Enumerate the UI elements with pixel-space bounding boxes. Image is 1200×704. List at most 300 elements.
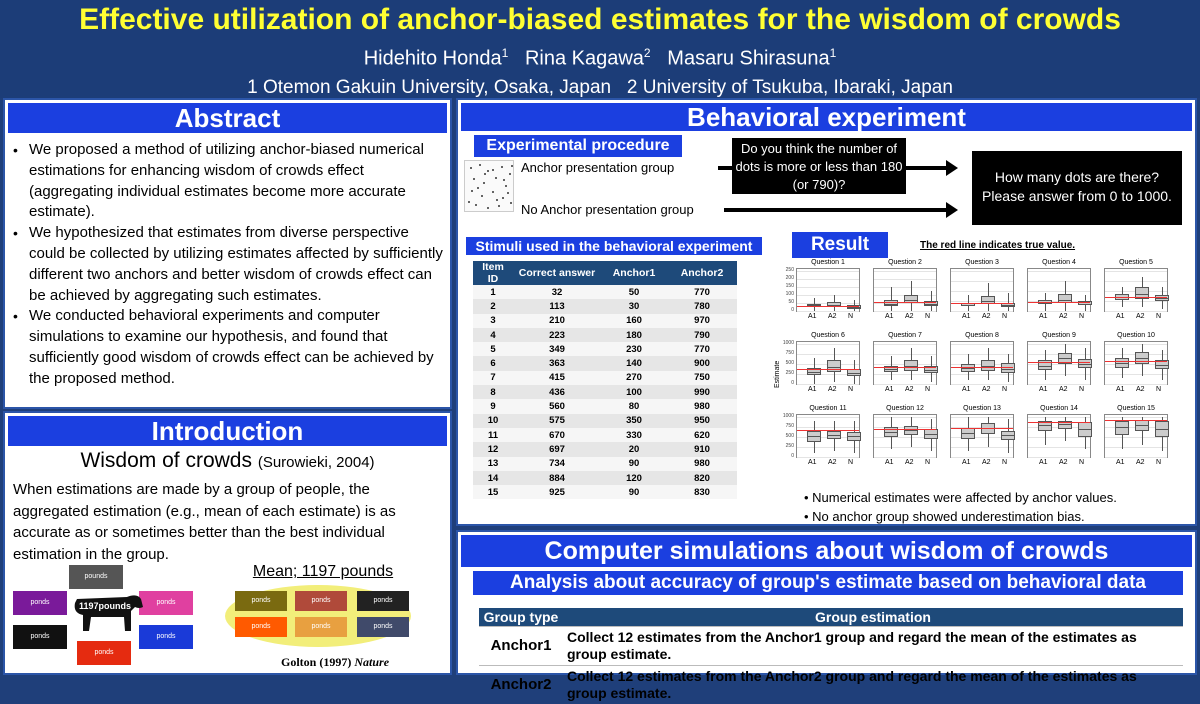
median-line xyxy=(1038,425,1052,426)
table-cell: 8 xyxy=(473,385,513,399)
abstract-bullet: • We hypothesized that estimates from diverse perspective could be collected by utilizing estimates affected by sufficiently different two anchors and better wisdom of crowds effect can be achieved by aggregating such estimates. xyxy=(13,223,444,306)
column-header: Group type xyxy=(479,608,563,626)
x-tick-label: A2 xyxy=(1059,459,1068,466)
median-line xyxy=(884,432,898,433)
gridline xyxy=(1028,291,1090,292)
x-tick-label: A1 xyxy=(885,459,894,466)
table-cell: 11 xyxy=(473,428,513,442)
gridline xyxy=(874,447,936,448)
gridline xyxy=(874,344,936,345)
table-cell: 270 xyxy=(601,371,667,385)
true-value-line xyxy=(874,429,936,430)
median-line xyxy=(847,373,861,374)
table-cell: 910 xyxy=(667,442,737,456)
x-tick-label: N xyxy=(1002,459,1008,466)
gridline xyxy=(874,457,936,458)
poster-header xyxy=(0,0,1200,98)
table-row xyxy=(473,356,737,370)
boxplot-panel xyxy=(873,341,937,385)
x-tick-label: N xyxy=(1156,459,1162,466)
table-row xyxy=(473,385,737,399)
stimuli-label: Stimuli used in the behavioral experiment xyxy=(466,237,762,255)
behavioral-heading: Behavioral experiment xyxy=(461,103,1192,131)
gridline xyxy=(874,311,936,312)
gridline xyxy=(1028,417,1090,418)
table-cell: 13 xyxy=(473,457,513,471)
gridline xyxy=(1028,374,1090,375)
x-tick-label: A2 xyxy=(982,313,991,320)
poster-title: Effective utilization of anchor-biased estimates for the wisdom of crowds xyxy=(79,3,1121,36)
group-type-cell: Anchor2 xyxy=(479,665,563,704)
gridline xyxy=(1028,311,1090,312)
median-line xyxy=(961,433,975,434)
panel-title: Question 10 xyxy=(1117,332,1155,339)
author-list: Hidehito Honda$^1$ Rina Kagawa$^2$ Masaru Shirasuna$^1$ xyxy=(363,46,837,70)
true-value-line xyxy=(1028,302,1090,303)
gridline xyxy=(1028,457,1090,458)
x-tick-label: N xyxy=(848,313,854,320)
gridline xyxy=(1028,437,1090,438)
panel-title: Question 7 xyxy=(888,332,922,339)
x-tick-label: N xyxy=(1002,386,1008,393)
median-line xyxy=(1135,294,1149,295)
table-cell: 180 xyxy=(601,328,667,342)
y-tick-label: 200 xyxy=(785,275,794,281)
abstract-panel xyxy=(3,98,452,409)
median-line xyxy=(1078,304,1092,305)
table-row xyxy=(473,457,737,471)
y-tick-label: 750 xyxy=(785,350,794,356)
boxplot-panel xyxy=(1027,268,1091,312)
table-cell: 12 xyxy=(473,442,513,456)
stimuli-table xyxy=(473,261,737,499)
table-row xyxy=(473,342,737,356)
anchor-group-label: Anchor presentation group xyxy=(521,160,675,175)
gridline xyxy=(874,374,936,375)
estimate-note: ponds xyxy=(13,625,67,649)
true-value-line xyxy=(797,430,859,431)
table-row xyxy=(473,414,737,428)
table-cell: 3 xyxy=(473,314,513,328)
gridline xyxy=(951,291,1013,292)
true-value-line xyxy=(874,302,936,303)
gridline xyxy=(1105,344,1167,345)
table-cell: 230 xyxy=(601,342,667,356)
median-line xyxy=(1078,364,1092,365)
estimate-note: ponds xyxy=(77,641,131,665)
median-line xyxy=(1078,429,1092,430)
table-cell: 223 xyxy=(513,328,601,342)
table-cell: 100 xyxy=(601,385,667,399)
table-cell: 330 xyxy=(601,428,667,442)
estimate-note: ponds xyxy=(13,591,67,615)
panel-title: Question 14 xyxy=(1040,405,1078,412)
gridline xyxy=(951,447,1013,448)
table-row xyxy=(473,314,737,328)
abstract-bullet: • We proposed a method of utilizing anchor-biased numerical estimations for enhancing wisdom of crowds effect (aggregating individual estimates become more accurate estimate). xyxy=(13,140,444,223)
table-cell: 436 xyxy=(513,385,601,399)
true-value-line xyxy=(797,306,859,307)
column-header: Group estimation xyxy=(563,608,1183,626)
y-tick-label: 1000 xyxy=(782,413,794,419)
median-line xyxy=(827,367,841,368)
gridline xyxy=(1028,344,1090,345)
gridline xyxy=(1105,447,1167,448)
column-header: Item ID xyxy=(473,261,513,285)
group-estimation-cell: Collect 12 estimates from the Anchor1 group and regard the mean of the estimates as group estimate. xyxy=(563,626,1183,665)
table-cell: 9 xyxy=(473,399,513,413)
table-cell: 363 xyxy=(513,356,601,370)
table-cell: 830 xyxy=(667,485,737,499)
median-line xyxy=(1058,300,1072,301)
table-cell: 750 xyxy=(667,371,737,385)
table-cell: 790 xyxy=(667,328,737,342)
true-value-line xyxy=(951,428,1013,429)
estimate-note: ponds xyxy=(139,625,193,649)
median-line xyxy=(1115,427,1129,428)
x-tick-label: A1 xyxy=(1039,386,1048,393)
table-cell: 415 xyxy=(513,371,601,385)
panel-title: Question 5 xyxy=(1119,259,1153,266)
x-tick-label: N xyxy=(1002,313,1008,320)
y-tick-label: 100 xyxy=(785,291,794,297)
median-line xyxy=(847,307,861,308)
x-tick-label: N xyxy=(1156,386,1162,393)
median-line xyxy=(961,305,975,306)
gridline xyxy=(951,271,1013,272)
gridline xyxy=(874,417,936,418)
gridline xyxy=(1105,271,1167,272)
median-line xyxy=(1155,365,1169,366)
x-tick-label: A2 xyxy=(1136,386,1145,393)
panel-title: Question 9 xyxy=(1042,332,1076,339)
median-line xyxy=(807,436,821,437)
gridline xyxy=(951,344,1013,345)
x-tick-label: A1 xyxy=(808,386,817,393)
median-line xyxy=(924,434,938,435)
x-tick-label: N xyxy=(1079,313,1085,320)
x-tick-label: A2 xyxy=(905,459,914,466)
red-line-note: The red line indicates true value. xyxy=(920,240,1076,251)
median-line xyxy=(1155,298,1169,299)
ox-weight-label: 1197pounds xyxy=(78,601,132,611)
gridline xyxy=(951,457,1013,458)
table-row xyxy=(479,626,1183,665)
introduction-heading: Introduction xyxy=(8,416,447,446)
x-tick-label: A1 xyxy=(962,386,971,393)
estimate-note: ponds xyxy=(139,591,193,615)
table-cell: 980 xyxy=(667,457,737,471)
x-tick-label: A1 xyxy=(962,459,971,466)
median-line xyxy=(1115,363,1129,364)
box-mark xyxy=(1115,421,1129,435)
author-name: Rina Kagawa xyxy=(524,47,644,70)
median-line xyxy=(884,369,898,370)
x-tick-label: A2 xyxy=(982,386,991,393)
column-header: Correct answer xyxy=(513,261,601,285)
x-tick-label: N xyxy=(848,386,854,393)
gridline xyxy=(874,384,936,385)
simulation-panel xyxy=(456,530,1197,701)
result-note: • Numerical estimates were affected by anchor values. xyxy=(804,490,1117,505)
table-cell: 770 xyxy=(667,285,737,299)
table-row xyxy=(473,428,737,442)
table-cell: 900 xyxy=(667,356,737,370)
table-cell: 15 xyxy=(473,485,513,499)
group-type-cell: Anchor1 xyxy=(479,626,563,665)
median-line xyxy=(1135,358,1149,359)
panel-title: Question 8 xyxy=(965,332,999,339)
x-tick-label: N xyxy=(1079,386,1085,393)
panel-title: Question 2 xyxy=(888,259,922,266)
gridline xyxy=(951,417,1013,418)
table-row xyxy=(473,285,737,299)
gridline xyxy=(1105,311,1167,312)
table-cell: 770 xyxy=(667,342,737,356)
arrow-icon xyxy=(906,166,948,170)
table-cell: 50 xyxy=(601,285,667,299)
x-tick-label: A1 xyxy=(808,313,817,320)
x-tick-label: N xyxy=(925,386,931,393)
table-cell: 120 xyxy=(601,471,667,485)
estimate-tile: ponds xyxy=(295,617,347,637)
abstract-list xyxy=(5,136,450,390)
table-cell: 90 xyxy=(601,457,667,471)
x-tick-label: A1 xyxy=(962,313,971,320)
x-tick-label: A1 xyxy=(885,313,894,320)
y-tick-label: 250 xyxy=(785,370,794,376)
x-tick-label: A1 xyxy=(1039,459,1048,466)
table-cell: 14 xyxy=(473,471,513,485)
group-table xyxy=(479,608,1183,704)
x-tick-label: A2 xyxy=(1059,386,1068,393)
gridline xyxy=(797,311,859,312)
estimate-tile: ponds xyxy=(357,617,409,637)
median-line xyxy=(1001,435,1015,436)
table-row xyxy=(479,665,1183,704)
median-line xyxy=(924,370,938,371)
estimate-tile: ponds xyxy=(235,617,287,637)
table-cell: 140 xyxy=(601,356,667,370)
median-line xyxy=(904,300,918,301)
gridline xyxy=(797,271,859,272)
x-tick-label: A1 xyxy=(1116,386,1125,393)
panel-title: Question 6 xyxy=(811,332,845,339)
gridline xyxy=(797,427,859,428)
x-tick-label: A1 xyxy=(1116,459,1125,466)
table-cell: 950 xyxy=(667,414,737,428)
anchor-question-box: Do you think the number of dots is more or less than 180 (or 790)? xyxy=(732,138,906,194)
gridline xyxy=(874,279,936,280)
y-tick-label: 250 xyxy=(785,267,794,273)
procedure-label: Experimental procedure xyxy=(474,135,682,157)
table-cell: 350 xyxy=(601,414,667,428)
golton-citation: Golton (1997) Nature xyxy=(281,655,390,669)
table-row xyxy=(473,399,737,413)
boxplot-panel xyxy=(1027,341,1091,385)
gridline xyxy=(951,311,1013,312)
y-tick-label: 500 xyxy=(785,360,794,366)
table-cell: 575 xyxy=(513,414,601,428)
mean-label: Mean; 1197 pounds xyxy=(252,563,394,580)
table-cell: 349 xyxy=(513,342,601,356)
table-row xyxy=(473,328,737,342)
column-header: Anchor2 xyxy=(667,261,737,285)
median-line xyxy=(1001,369,1015,370)
simulation-heading: Computer simulations about wisdom of crowds xyxy=(461,535,1192,567)
estimate-tile: ponds xyxy=(295,591,347,611)
table-cell: 2 xyxy=(473,299,513,313)
gridline xyxy=(1028,447,1090,448)
panel-title: Question 4 xyxy=(1042,259,1076,266)
result-label: Result xyxy=(792,232,888,258)
y-tick-label: 750 xyxy=(785,423,794,429)
panel-title: Question 1 xyxy=(811,259,845,266)
result-notes xyxy=(804,488,1117,526)
gridline xyxy=(1028,271,1090,272)
x-tick-label: A2 xyxy=(1059,313,1068,320)
table-cell: 80 xyxy=(601,399,667,413)
gridline xyxy=(1105,457,1167,458)
boxplot-panel xyxy=(796,341,860,385)
y-tick-label: 0 xyxy=(791,453,794,459)
table-cell: 925 xyxy=(513,485,601,499)
true-value-line xyxy=(1105,361,1167,362)
table-cell: 7 xyxy=(473,371,513,385)
x-tick-label: A1 xyxy=(808,459,817,466)
boxplot-panel xyxy=(873,268,937,312)
table-cell: 780 xyxy=(667,299,737,313)
gridline xyxy=(1028,384,1090,385)
arrow-icon xyxy=(724,208,948,212)
true-value-line xyxy=(1105,297,1167,298)
table-cell: 1 xyxy=(473,285,513,299)
result-note: • No anchor group showed underestimation bias. xyxy=(804,509,1085,524)
gridline xyxy=(797,447,859,448)
y-tick-label: 150 xyxy=(785,283,794,289)
y-tick-label: 500 xyxy=(785,433,794,439)
abstract-bullet: • We conducted behavioral experiments and computer simulations to examine our hypothesis, and found that sufficiently good wisdom of crowds effect can be achieved by the proposed method. xyxy=(13,306,444,389)
gridline xyxy=(1105,384,1167,385)
median-line xyxy=(1038,366,1052,367)
table-cell: 970 xyxy=(667,314,737,328)
estimate-tile: ponds xyxy=(235,591,287,611)
x-tick-label: N xyxy=(1079,459,1085,466)
table-cell: 697 xyxy=(513,442,601,456)
true-value-line xyxy=(1028,362,1090,363)
gridline xyxy=(797,287,859,288)
gridline xyxy=(797,279,859,280)
gridline xyxy=(874,287,936,288)
table-row xyxy=(473,442,737,456)
panel-title: Question 11 xyxy=(809,405,847,412)
y-tick-label: 1000 xyxy=(782,340,794,346)
x-tick-label: N xyxy=(925,313,931,320)
table-cell: 113 xyxy=(513,299,601,313)
intro-text: When estimations are made by a group of people, the aggregated estimation (e.g., mean of each estimate) is as accurate as or sometimes better than the best individual estimation in the group. xyxy=(13,481,396,563)
median-line xyxy=(1155,429,1169,430)
y-axis-label: Estimate xyxy=(774,360,781,388)
table-row xyxy=(473,299,737,313)
table-cell: 5 xyxy=(473,342,513,356)
table-cell: 30 xyxy=(601,299,667,313)
median-line xyxy=(1001,305,1015,306)
table-row xyxy=(473,471,737,485)
table-cell: 6 xyxy=(473,356,513,370)
median-line xyxy=(1058,424,1072,425)
boxplot-panel xyxy=(950,268,1014,312)
y-tick-label: 0 xyxy=(791,307,794,313)
boxplot-panel xyxy=(796,414,860,458)
x-tick-label: N xyxy=(1156,313,1162,320)
behavioral-panel xyxy=(456,98,1197,526)
author-name: Hidehito Honda xyxy=(363,47,502,70)
table-cell: 20 xyxy=(601,442,667,456)
median-line xyxy=(847,436,861,437)
boxplot-panel xyxy=(950,414,1014,458)
true-value-line xyxy=(1105,420,1167,421)
x-tick-label: A2 xyxy=(828,386,837,393)
abstract-heading: Abstract xyxy=(8,103,447,133)
affiliations: 1 Otemon Gakuin University, Osaka, Japan 2 University of Tsukuba, Ibaraki, Japan xyxy=(247,76,953,98)
gridline xyxy=(1105,374,1167,375)
boxplot-panel xyxy=(1104,414,1168,458)
gridline xyxy=(1105,281,1167,282)
estimate-note: pounds xyxy=(69,565,123,589)
median-line xyxy=(884,304,898,305)
table-cell: 210 xyxy=(513,314,601,328)
table-cell: 884 xyxy=(513,471,601,485)
gridline xyxy=(797,384,859,385)
boxplot-panel xyxy=(1027,414,1091,458)
y-tick-label: 250 xyxy=(785,443,794,449)
mean-illustration xyxy=(223,563,423,673)
median-line xyxy=(807,372,821,373)
panel-title: Question 13 xyxy=(963,405,1001,412)
gridline xyxy=(951,281,1013,282)
true-value-line xyxy=(951,367,1013,368)
estimate-question-box: How many dots are there? Please answer from 0 to 1000. xyxy=(972,151,1182,225)
median-line xyxy=(1135,425,1149,426)
boxplot-panel xyxy=(950,341,1014,385)
wisdom-heading: Wisdom of crowds (Surowieki, 2004) xyxy=(80,449,375,472)
panel-title: Question 15 xyxy=(1117,405,1155,412)
table-cell: 670 xyxy=(513,428,601,442)
true-value-line xyxy=(1028,422,1090,423)
median-line xyxy=(827,435,841,436)
no-anchor-group-label: No Anchor presentation group xyxy=(521,202,694,217)
table-cell: 32 xyxy=(513,285,601,299)
group-estimation-cell: Collect 12 estimates from the Anchor2 group and regard the mean of the estimates as group estimate. xyxy=(563,665,1183,704)
column-header: Anchor1 xyxy=(601,261,667,285)
boxplot-panel xyxy=(1104,268,1168,312)
median-line xyxy=(1058,358,1072,359)
boxplot-grid xyxy=(772,258,1190,478)
gridline xyxy=(1028,281,1090,282)
gridline xyxy=(1105,417,1167,418)
table-cell: 980 xyxy=(667,399,737,413)
table-cell: 560 xyxy=(513,399,601,413)
panel-title: Question 3 xyxy=(965,259,999,266)
panel-title: Question 12 xyxy=(886,405,924,412)
citation: (Surowieki, 2004) xyxy=(257,454,375,471)
true-value-line xyxy=(951,303,1013,304)
boxplot-panel xyxy=(796,268,860,312)
x-tick-label: N xyxy=(848,459,854,466)
table-cell: 160 xyxy=(601,314,667,328)
gridline xyxy=(797,344,859,345)
table-cell: 90 xyxy=(601,485,667,499)
